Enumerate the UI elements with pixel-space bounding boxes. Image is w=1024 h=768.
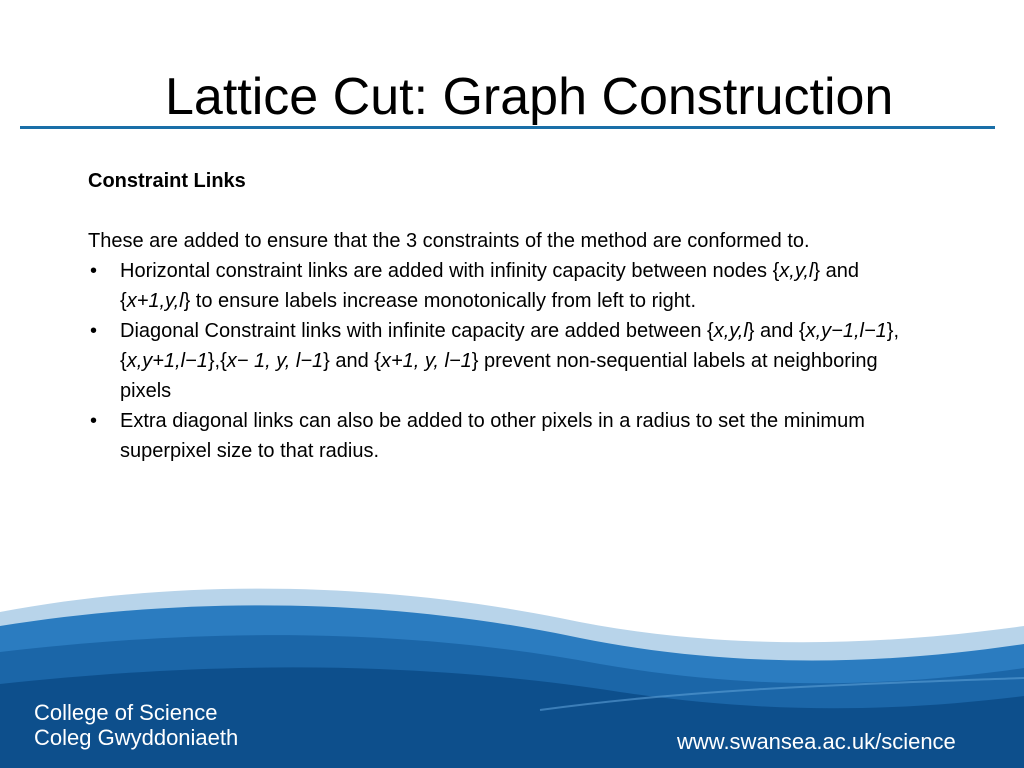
intro-paragraph: These are added to ensure that the 3 constraints of the method are conformed to. [88, 230, 810, 252]
bullet2-text-3: },{ [120, 320, 900, 372]
slide-title: Lattice Cut: Graph Construction [165, 68, 894, 126]
bullet1-math-2: x+1,y,l [126, 290, 184, 312]
bullet3-text-1: Extra diagonal links can also be added to other pixels in a radius to set the minimum superpixel size to that radius. [120, 410, 865, 462]
section-heading: Constraint Links [88, 170, 246, 192]
bullet-icon: • [90, 410, 98, 432]
bullet2-text-6: } prevent non-sequential labels at neighboring pixels [120, 350, 878, 402]
bullet2-math-2: x,y−1,l−1 [805, 320, 887, 342]
bullet1-text-2: } and { [120, 260, 859, 312]
bullet1-text-3: } to ensure labels increase monotonically from left to right. [183, 290, 697, 312]
bullet2-text-2: } and { [747, 320, 806, 342]
bullet-item-horizontal [88, 256, 928, 316]
blank-line [88, 196, 928, 226]
slide-body [88, 166, 928, 466]
college-name-english: College of Science [34, 700, 218, 725]
bullet2-text-5: } and { [323, 350, 381, 372]
bullet2-math-3: x,y+1,l−1 [126, 350, 208, 372]
bullet2-math-1: x,y,l [713, 320, 748, 342]
bullet-item-extra [88, 406, 928, 466]
bullet-icon: • [90, 260, 98, 282]
bullet1-math-1: x,y,l [779, 260, 814, 282]
bullet-list [88, 256, 928, 466]
bullet2-text-1: Diagonal Constraint links with infinite capacity are added between { [120, 320, 714, 342]
title-divider [20, 126, 995, 129]
website-url: www.swansea.ac.uk/science [677, 729, 956, 754]
bullet2-text-4: },{ [207, 350, 227, 372]
bullet-item-diagonal [88, 316, 928, 406]
bullet2-math-4: x− 1, y, l−1 [226, 350, 324, 372]
bullet-icon: • [90, 320, 98, 342]
bullet2-math-5: x+1, y, l−1 [380, 350, 472, 372]
bullet1-text-1: Horizontal constraint links are added with infinity capacity between nodes { [120, 260, 780, 282]
college-name-block [34, 700, 238, 750]
college-name-welsh: Coleg Gwyddoniaeth [34, 725, 239, 750]
